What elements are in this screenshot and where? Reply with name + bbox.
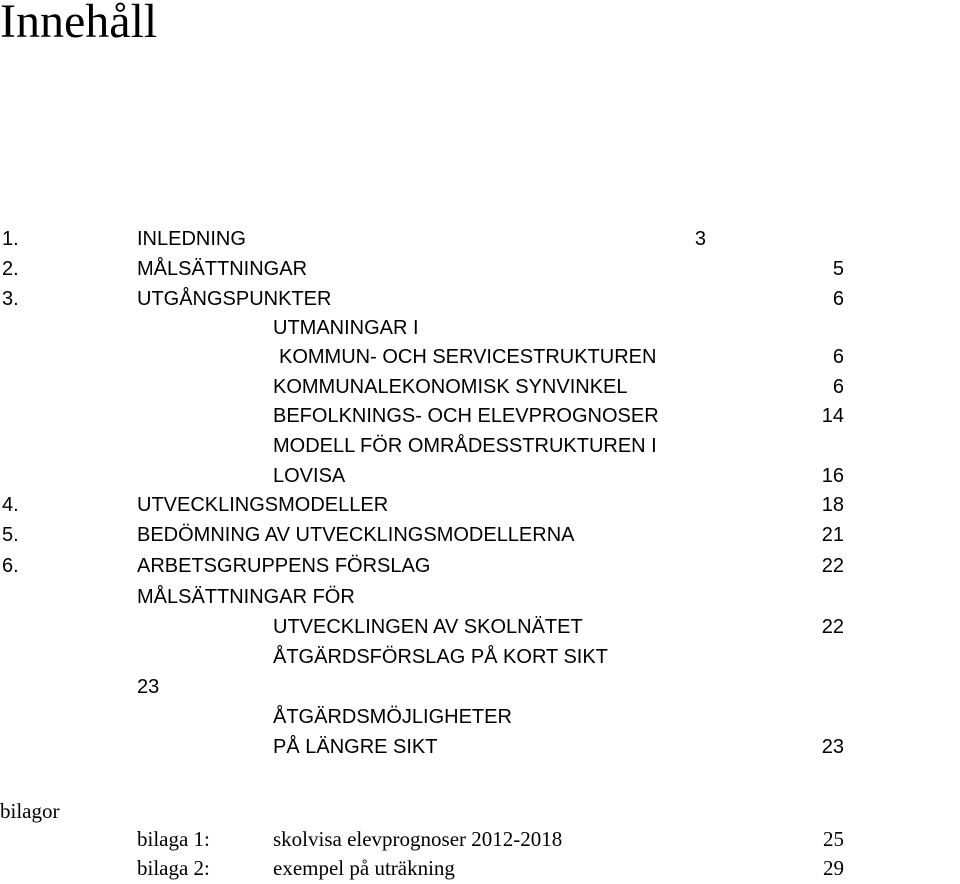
toc-entry: UTMANINGAR I <box>273 317 419 339</box>
toc-number: 3. <box>2 288 19 310</box>
appendix-label: bilaga 2: <box>137 856 210 880</box>
toc-entry: MÅLSÄTTNINGAR <box>137 258 308 280</box>
toc-entry: ARBETSGRUPPENS FÖRSLAG <box>137 555 431 577</box>
toc-number: 4. <box>2 494 19 516</box>
toc-number: 5. <box>2 524 19 546</box>
toc-entry: KOMMUNALEKONOMISK SYNVINKEL <box>273 376 628 398</box>
toc-entry: MÅLSÄTTNINGAR FÖR <box>137 586 355 608</box>
toc-page: 14 <box>821 405 844 427</box>
toc-page: 6 <box>832 288 844 310</box>
toc-entry: UTGÅNGSPUNKTER <box>137 288 332 310</box>
toc-entry: KOMMUN- OCH SERVICESTRUKTUREN <box>279 346 657 368</box>
toc-number: 1. <box>2 228 19 250</box>
toc-number: 6. <box>2 555 19 577</box>
toc-page: 23 <box>821 736 844 758</box>
appendix-label: bilaga 1: <box>137 827 210 851</box>
toc-number: 2. <box>2 258 19 280</box>
toc-page: 23 <box>137 676 160 698</box>
toc-entry: ÅTGÄRDSFÖRSLAG PÅ KORT SIKT <box>273 646 608 668</box>
toc-page: 22 <box>821 616 844 638</box>
appendix-page: 25 <box>823 827 844 851</box>
page-title: Innehåll <box>0 0 158 48</box>
toc-page: 3 <box>694 228 706 250</box>
toc-page: 5 <box>832 258 844 280</box>
appendix-heading: bilagor <box>0 799 60 823</box>
toc-page: 18 <box>821 494 844 516</box>
toc-page: 6 <box>832 376 844 398</box>
toc-page: 6 <box>832 346 844 368</box>
toc-entry: BEFOLKNINGS- OCH ELEVPROGNOSER <box>273 405 659 427</box>
toc-entry: INLEDNING <box>137 228 246 250</box>
appendix-entry: exempel på uträkning <box>273 856 455 880</box>
toc-page: 22 <box>821 555 844 577</box>
toc-entry: PÅ LÄNGRE SIKT <box>273 736 438 758</box>
appendix-entry: skolvisa elevprognoser 2012-2018 <box>273 827 563 851</box>
toc-entry: MODELL FÖR OMRÅDESSTRUKTUREN I <box>273 435 657 457</box>
appendix-page: 29 <box>823 856 844 880</box>
toc-entry: ÅTGÄRDSMÖJLIGHETER <box>273 706 512 728</box>
toc-entry: BEDÖMNING AV UTVECKLINGSMODELLERNA <box>137 524 575 546</box>
toc-page: 16 <box>821 465 844 487</box>
toc-entry: UTVECKLINGEN AV SKOLNÄTET <box>273 616 583 638</box>
toc-page: 21 <box>821 524 844 546</box>
toc-entry: LOVISA <box>273 465 346 487</box>
toc-entry: UTVECKLINGSMODELLER <box>137 494 389 516</box>
